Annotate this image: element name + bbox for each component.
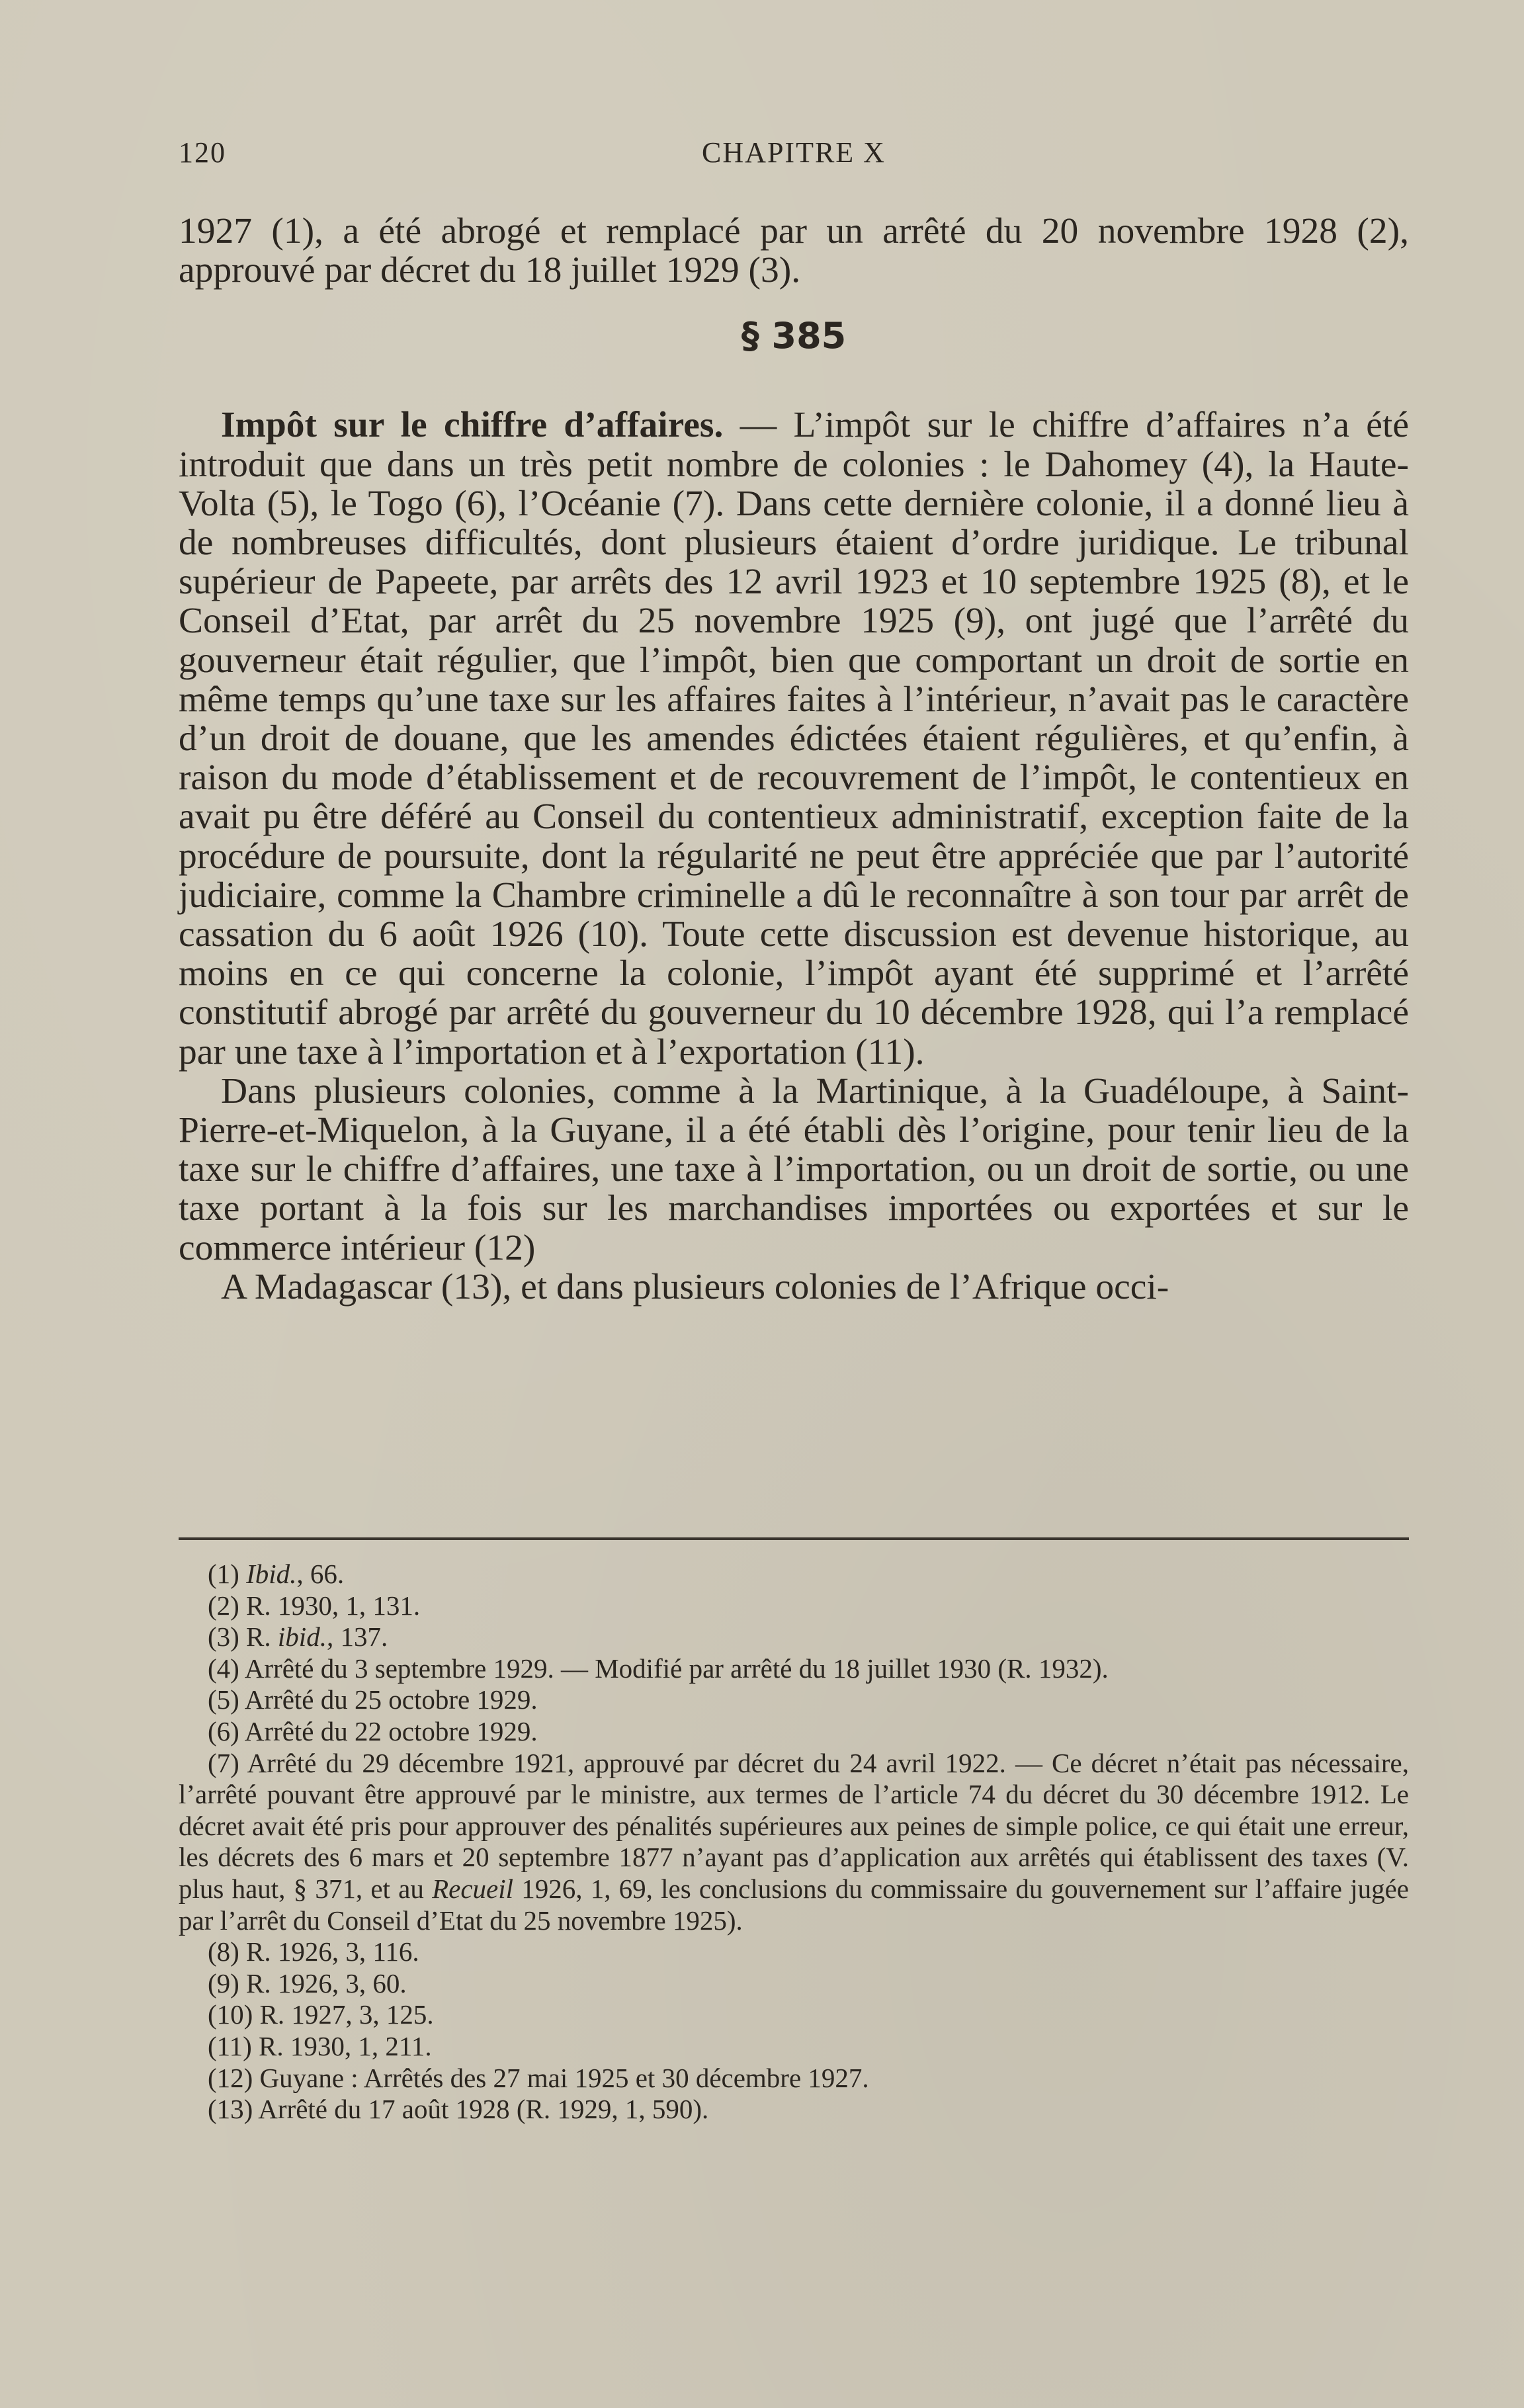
footnote-12: (12) Guyane : Arrêtés des 27 mai 1925 et 30 décembre 1927. bbox=[208, 2062, 869, 2093]
section-heading: § 385 bbox=[741, 315, 847, 357]
footnotes bbox=[179, 1559, 1409, 2126]
footnote-11: (11) R. 1930, 1, 211. bbox=[208, 2030, 432, 2061]
footnote-italic: Ibid. bbox=[246, 1559, 297, 1589]
paragraph-colonies: Dans plusieurs colonies, comme à la Martinique, à la Guadéloupe, à Saint-Pierre-et-Miquelon, à la Guyane, il a été établi dès l’origine, pour tenir lieu de la taxe sur le chiffre d’affaires, une taxe à l’importation, ou un droit de sortie, ou une taxe portant à la fois sur les marchandises importées ou exportées et sur le commerce intérieur (12) bbox=[179, 1070, 1409, 1268]
footnote-italic: ibid. bbox=[277, 1621, 327, 1653]
footnote-divider bbox=[179, 1537, 1409, 1540]
footnote-4: (4) Arrêté du 3 septembre 1929. — Modifié par arrêté du 18 juillet 1930 (R. 1932). bbox=[208, 1653, 1109, 1684]
footnote-10: (10) R. 1927, 3, 125. bbox=[208, 1999, 434, 2030]
paragraph-impot bbox=[179, 406, 1409, 1071]
page-header bbox=[179, 136, 1409, 175]
paragraph-madagascar: A Madagascar (13), et dans plusieurs colonies de l’Afrique occi- bbox=[221, 1266, 1169, 1307]
paragraph-body: — L’impôt sur le chiffre d’affaires n’a été introduit que dans un très petit nombre de colonies : le Dahomey (4), la Haute-Volta (5), le Togo (6), l’Océanie (7). Dans cette dernière colonie, il a donné lieu à de nombreuses difficultés, dont plusieurs étaient d’ordre juridique. Le tribunal supérieur de Papeete, par arrêts des 12 avril 1923 et 10 septembre 1925 (8), et le Conseil d’Etat, par arrêt du 25 novembre 1925 (9), ont jugé que l’arrêté du gouverneur était régulier, que l’impôt, bien que comportant un droit de sortie en même temps qu’une taxe sur les affaires faites à l’intérieur, n’avait pas le caractère d’un droit de douane, que les amendes édictées étaient régulières, et qu’enfin, à raison du mode d’établissement et de recouvrement de l’impôt, le contentieux en avait pu être déféré au Conseil du contentieux administratif, exception faite de la procédure de poursuite, dont la régularité ne peut être appréciée que par l’autorité judiciaire, comme la Chambre criminelle a dû le reconnaître à son tour par arrêt de cassation du 6 août 1926 (10). Toute cette discussion est devenue historique, au moins en ce qui concerne la colonie, l’impôt ayant été supprimé et l’arrêté constitutif abrogé par arrêté du gouverneur du 10 décembre 1928, qui l’a remplacé par une taxe à l’importation et à l’exportation (11). bbox=[179, 405, 1409, 1072]
footnote-8: (8) R. 1926, 3, 116. bbox=[208, 1936, 419, 1967]
footnote-5: (5) Arrêté du 25 octobre 1929. bbox=[208, 1684, 538, 1715]
footnote-3 bbox=[179, 1621, 1409, 1653]
footnote-text: (7) Arrêté du 29 décembre 1921, approuvé par décret du 24 avril 1922. — Ce décret n’était pas nécessaire, l’arrêté pouvant être approuvé par le ministre, aux termes de l’article 74 du décret du 30 décembre 1912. Le décret avait été pris pour approuver des pénalités supérieures aux peines de simple police, ce qui était une erreur, les décrets des 6 mars et 20 septembre 1877 n’ayant pas d’application aux arrêtés qui établissent des taxes (V. plus haut, § 371, et au bbox=[179, 1747, 1409, 1904]
paragraph-continuation: 1927 (1), a été abrogé et remplacé par un arrêté du 20 novembre 1928 (2), approuvé par décret du 18 juillet 1929 (3). bbox=[179, 211, 1409, 291]
footnote-7 bbox=[179, 1748, 1409, 1937]
footnote-2: (2) R. 1930, 1, 131. bbox=[208, 1590, 421, 1621]
footnote-text: , 66. bbox=[296, 1559, 345, 1589]
main-text bbox=[179, 212, 1409, 1307]
chapter-title: CHAPITRE X bbox=[702, 136, 886, 169]
footnote-9: (9) R. 1926, 3, 60. bbox=[208, 1967, 407, 1999]
footnote-text: 1926, 1, 69, les conclusions du commissaire du gouvernement sur l’affaire jugée par l’arrêt du Conseil d’Etat du 25 novembre 1925). bbox=[179, 1873, 1409, 1936]
footnote-6: (6) Arrêté du 22 octobre 1929. bbox=[208, 1715, 538, 1746]
footnote-text: , 137. bbox=[326, 1621, 388, 1653]
footnote-1 bbox=[179, 1559, 1409, 1590]
paragraph-lead: Impôt sur le chiffre d’affaires. bbox=[221, 405, 724, 446]
footnote-italic: Recueil bbox=[432, 1873, 513, 1904]
footnote-13: (13) Arrêté du 17 août 1928 (R. 1929, 1, 590). bbox=[208, 2094, 709, 2125]
footnote-number: (1) bbox=[208, 1559, 239, 1589]
footnote-text: (3) R. bbox=[208, 1621, 278, 1653]
page-number: 120 bbox=[179, 136, 226, 169]
